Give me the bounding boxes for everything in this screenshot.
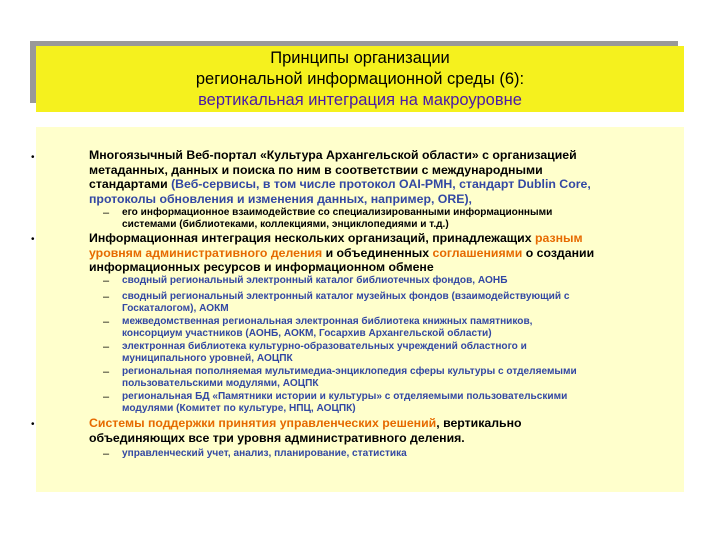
dash: – (103, 448, 110, 460)
sub-item (122, 341, 527, 365)
item-3-text: , вертикально (436, 416, 522, 430)
sub-line: региональная пополняемая мультимедиа-энциклопедия сферы культуры с отделяемыми (122, 366, 577, 377)
sub-item (122, 316, 532, 340)
sub-line: системами (библиотеками, коллекциями, энциклопедиями и т.д.) (122, 219, 449, 230)
sub-line: Госкаталогом), АОКМ (122, 303, 229, 314)
item-1 (89, 148, 591, 206)
sub-item (122, 448, 407, 460)
bullet-1: • (31, 152, 35, 163)
item-2-text: о создании (525, 245, 595, 260)
sub-item (122, 291, 569, 315)
item-2-line (89, 246, 594, 261)
sub-item (122, 207, 552, 231)
dash: – (103, 391, 110, 403)
dash: – (103, 291, 110, 303)
title-line-2 (36, 69, 684, 90)
item-3-line: объединяющих все три уровня административного деления. (89, 430, 465, 445)
sub-line: сводный региональный электронный каталог музейных фондов (взаимодействующий с (122, 291, 570, 302)
dash: – (103, 366, 110, 378)
sub-line: межведомственная региональная электронная библиотека книжных памятников, (122, 316, 533, 327)
item-2-orange-text: уровням административного деления (89, 245, 323, 260)
sub-line: его информационное взаимодействие со специализированными информационными (122, 207, 553, 218)
title-line-2-text: региональной информационной среды (195, 70, 495, 88)
item-1-line: протоколы обновления и изменения данных, например, ORE), (89, 191, 472, 206)
item-2-text: Информационная интеграция нескольких организаций, принадлежащих (89, 231, 532, 245)
item-2-orange-text: разным (535, 231, 583, 245)
sub-item (122, 391, 567, 415)
bullet-2: • (31, 234, 35, 245)
item-2 (89, 231, 594, 275)
dash: – (103, 207, 110, 219)
dash: – (103, 316, 110, 328)
item-3 (89, 416, 522, 445)
title-number: (6): (499, 70, 525, 88)
item-1-blue-text: (Веб-сервисы, в том числе протокол OAI-PMH, стандарт Dublin Core, (171, 177, 591, 192)
sub-item (122, 366, 577, 390)
title-line-1: Принципы организации (270, 49, 450, 67)
dash: – (103, 275, 110, 287)
sub-line: модулями (Комитет по культуре, НПЦ, АОЦПК) (122, 403, 356, 414)
item-1-line (89, 177, 591, 192)
item-2-line: информационных ресурсов и информационном обмене (89, 260, 434, 275)
title-line-3: вертикальная интеграция на макроуровне (198, 91, 522, 109)
item-3-line (89, 416, 522, 431)
sub-item (122, 275, 507, 287)
slide-title (36, 46, 684, 112)
item-2-orange-text: соглашениями (432, 245, 523, 260)
sub-line: электронная библиотека культурно-образовательных учреждений областного и (122, 341, 527, 352)
bullet-3: • (31, 419, 35, 430)
sub-line: консорциум участников (АОНБ, АОКМ, Госархив Архангельской области) (122, 328, 492, 339)
content-panel (31, 127, 684, 492)
sub-line: сводный региональный электронный каталог библиотечных фондов, АОНБ (122, 275, 508, 286)
item-1-text: стандартами (89, 177, 168, 192)
item-2-text: и объединенных (325, 245, 430, 260)
item-3-orange-text: Системы поддержки принятия управленческих решений (89, 416, 437, 430)
item-2-line (89, 231, 594, 246)
item-1-line: метаданных, данных и поиска по ним в соответствии с международными (89, 162, 543, 177)
sub-line: управленческий учет, анализ, планирование, статистика (122, 448, 407, 459)
sub-line: пользовательскими модулями, АОЦПК (122, 378, 319, 389)
sub-line: муниципального уровней, АОЦПК (122, 353, 293, 364)
item-1-line: Многоязычный Веб-портал «Культура Архангельской области» с организацией (89, 148, 577, 162)
dash: – (103, 341, 110, 353)
sub-line: региональная БД «Памятники истории и культуры» с отделяемыми пользовательскими (122, 391, 568, 402)
